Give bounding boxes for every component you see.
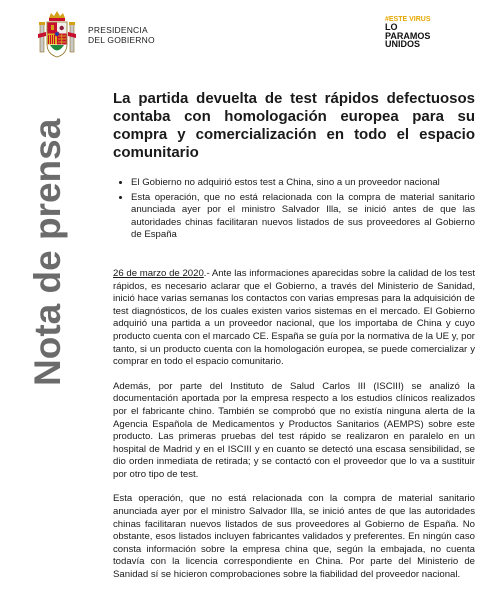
paragraph-1-text: .- Ante las informaciones aparecidas sobre la calidad de los test rápidos, es necesario aclarar que el Gobierno, a través del Ministerio de Sanidad, inició hace varias semanas los contactos con varias empresas para la adquisición de test diagnósticos, de los cuales existen varios sistemas en el mercado. El Gobierno adquirió una partida a un proveedor nacional, que los importaba de China y cuyo producto cuenta con el marcado CE. España se guía por la normativa de la UE y, por tanto, si un producto cuenta con la homologación europea, se puede comercializar y comprar en todo el espacio comunitario. <box>113 267 475 368</box>
side-label-container <box>20 118 76 386</box>
paragraph-2: Además, por parte del Instituto de Salud Carlos III (ISCIII) se analizó la documentación aportada por la empresa respecto a los estudios clínicos realizados por el fabricante chino. También se comprobó que no existía ninguna alerta de la Agencia Española de Medicamentos y Productos Sanitarios (AEMPS) sobre este producto. Las primeras pruebas del test rápido se realizaron en paralelo en un hospital de Madrid y en el ISCIII y en cuanto se detectó una escasa sensibilidad, se dio orden inmediata de retirada; y se contactó con el proveedor que lo va a sustituir por otro tipo de test. <box>113 380 475 480</box>
side-label: Nota de prensa <box>27 118 68 386</box>
press-release-body <box>113 90 475 582</box>
institution-line-1: PRESIDENCIA <box>88 25 148 35</box>
paragraph-1 <box>113 268 475 369</box>
page-title: La partida devuelta de test rápidos defectuosos contaba con homologación europea para su compra y comercialización en todo el espacio comunitario <box>113 90 475 161</box>
bullet-item: • El Gobierno no adquirió estos test a China, sino a un proveedor nacional <box>131 177 475 190</box>
bullet-item: • Esta operación, que no está relacionada con la compra de material sanitario anunciada ayer por el ministro Salvador Illa, se inició antes de que las autoridades chinas facilitaran nuevos listados de sus proveedores al Gobierno de España <box>131 192 475 242</box>
campaign-line-2: PARAMOS <box>385 30 431 41</box>
summary-bullets <box>113 177 475 242</box>
campaign-line-1: LO <box>385 22 398 32</box>
release-date: 26 de marzo de 2020 <box>113 267 204 279</box>
campaign-line-3: UNIDOS <box>385 39 421 49</box>
coat-of-arms-icon <box>38 10 76 60</box>
page-header <box>0 0 484 70</box>
institution-name <box>88 25 155 45</box>
campaign-tag: #ESTE VIRUS <box>385 16 431 23</box>
campaign-logo <box>385 16 439 49</box>
institution-line-2: DEL GOBIERNO <box>88 35 155 45</box>
paragraph-3: Esta operación, que no está relacionada con la compra de material sanitario anunciada ayer por el ministro Salvador Illa, se inició antes de que las autoridades chinas facilitaran nuevos listados de sus proveedores al Gobierno de España. No obstante, esos listados incluyen fabricantes validados y preferentes. En ningún caso consta información sobre la empresa china que, según la embajada, no cuenta todavía con la licencia correspondiente en China. Por parte del Ministerio de Sanidad sí se hicieron comprobaciones sobre la fiabilidad del proveedor nacional. <box>113 493 475 581</box>
